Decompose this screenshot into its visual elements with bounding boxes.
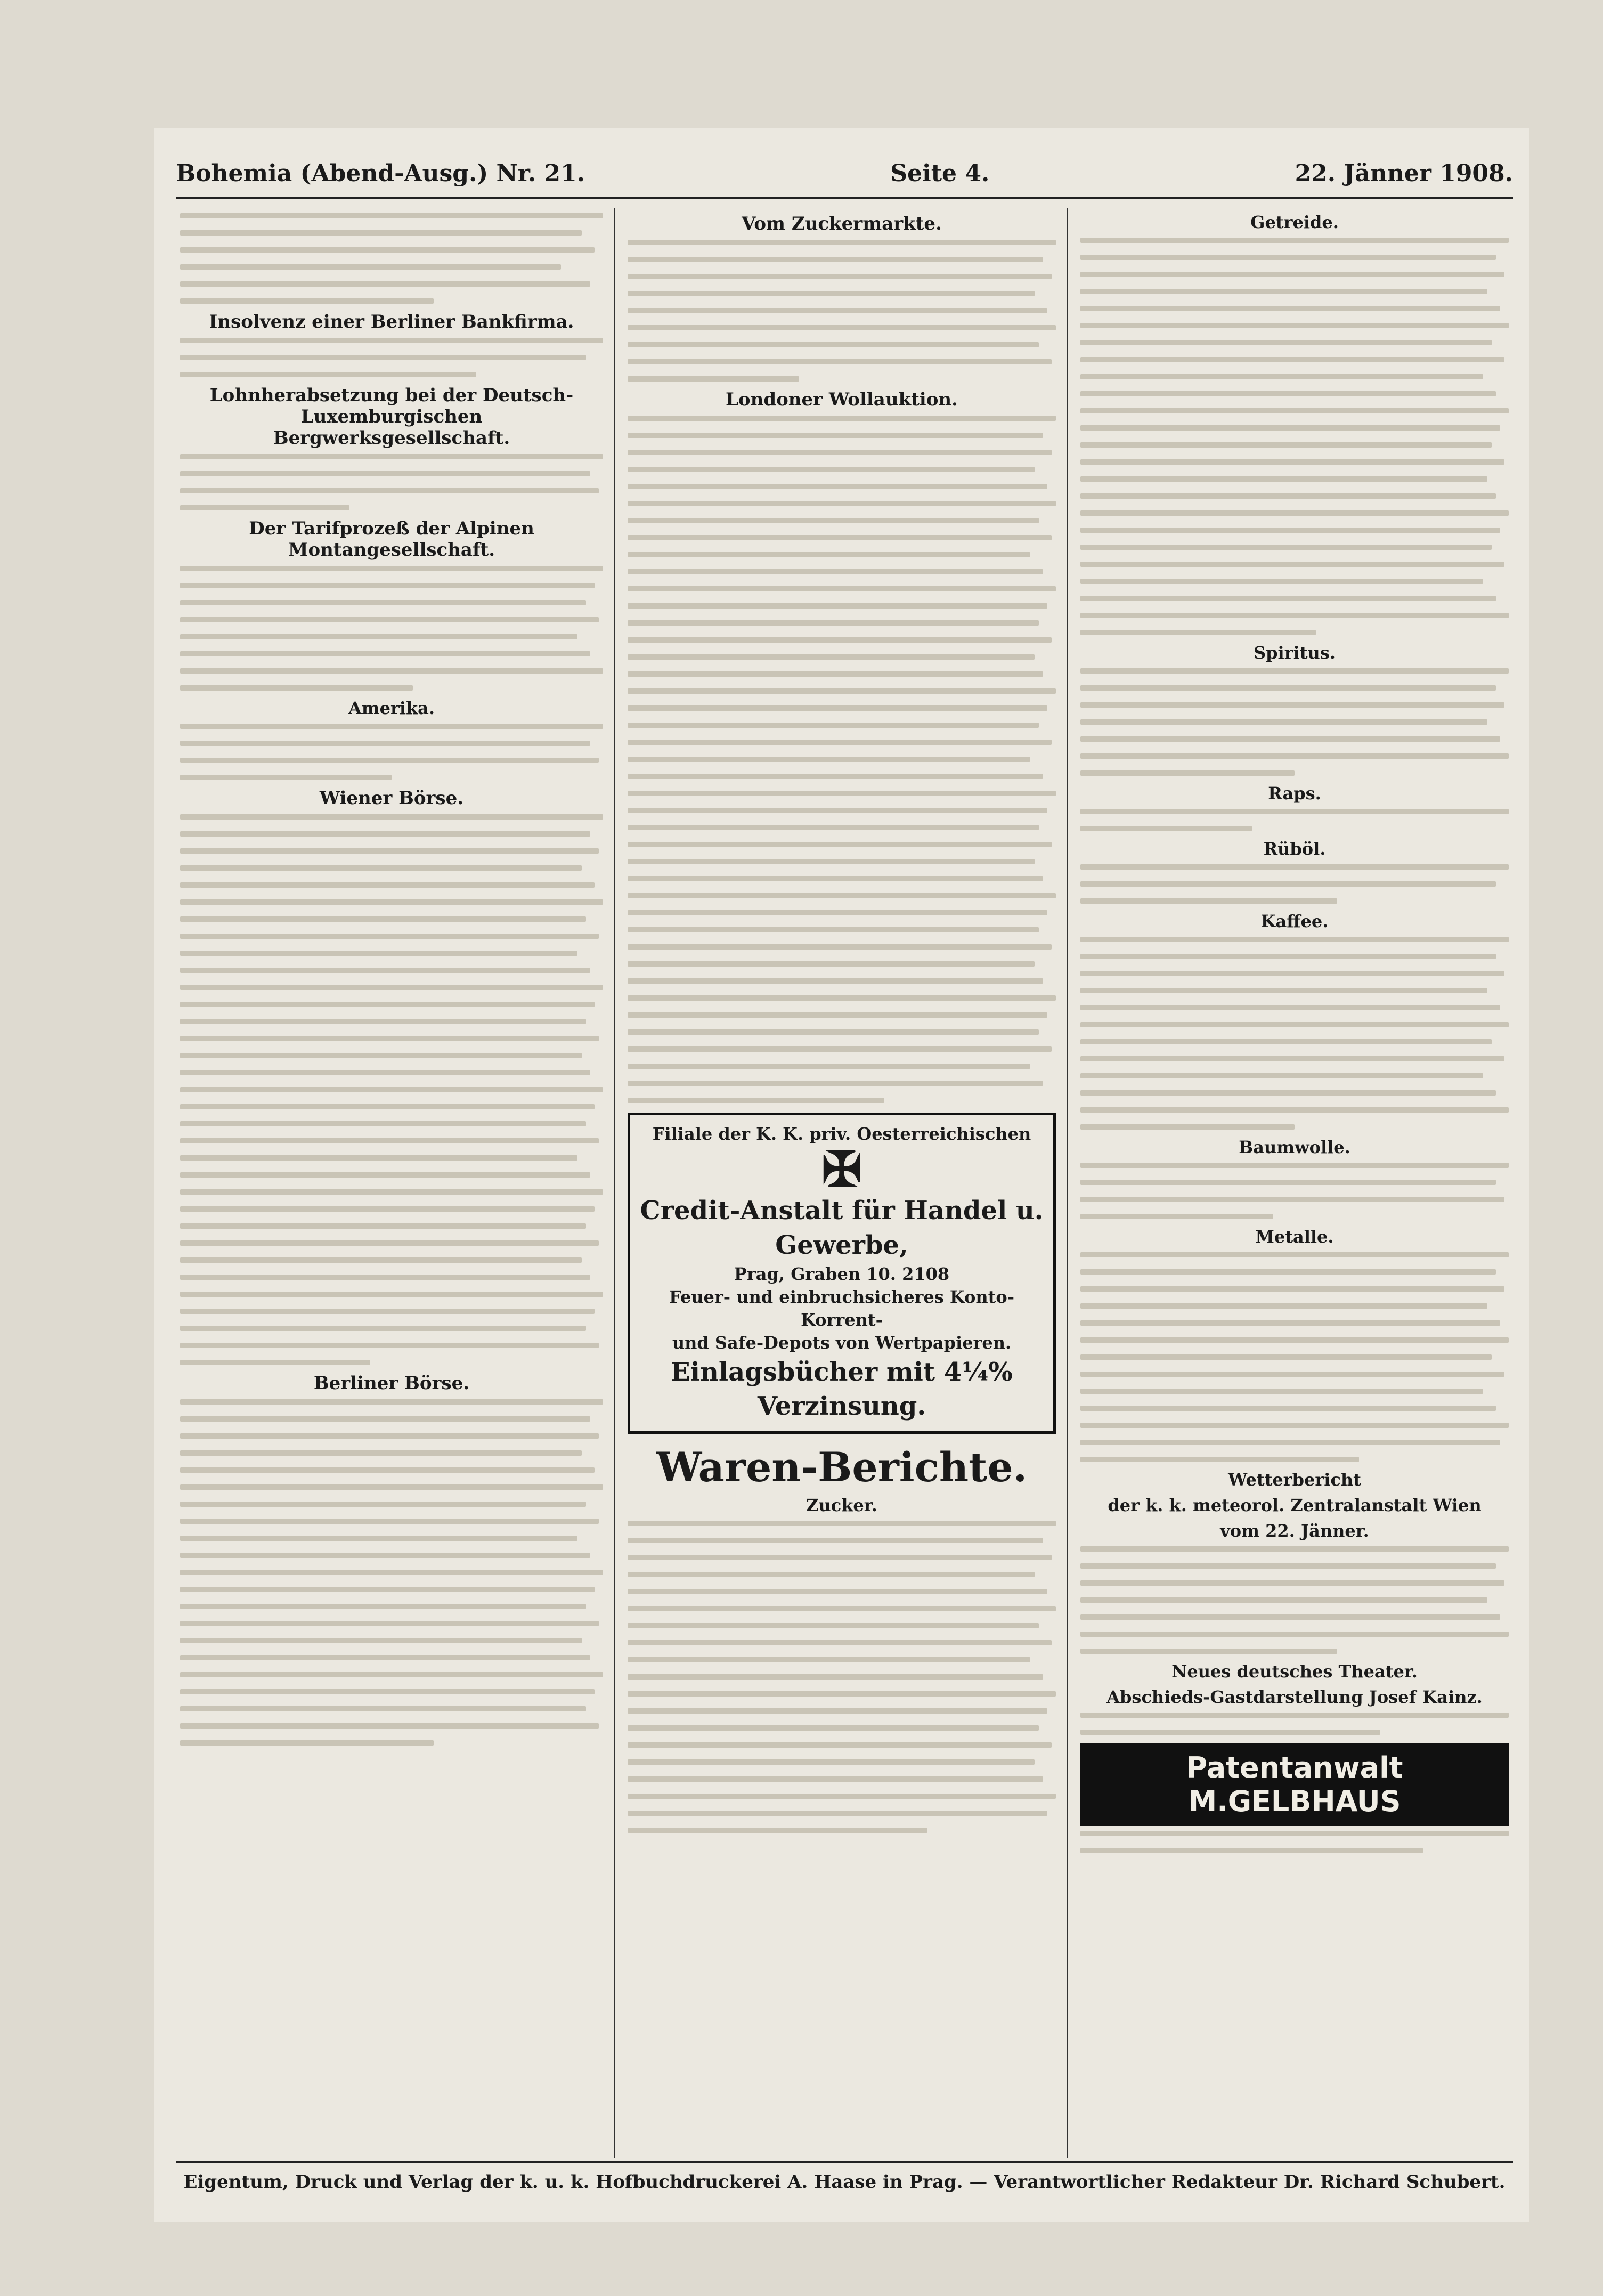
section-heading: Spiritus. <box>1254 643 1336 663</box>
section-heading: Wiener Börse. <box>319 788 464 809</box>
column-divider <box>1067 208 1068 2158</box>
page-header <box>176 149 1513 199</box>
section-heading: Baumwolle. <box>1239 1137 1350 1157</box>
article-text-placeholder <box>1080 937 1509 1130</box>
column-right <box>1071 208 1518 2158</box>
theater-line: Abschieds-Gastdarstellung Josef Kainz. <box>1106 1687 1483 1707</box>
article-text-placeholder <box>628 416 1056 1103</box>
column-middle <box>618 208 1065 2158</box>
section-heading: Vom Zuckermarkte. <box>742 213 942 234</box>
article-text-placeholder <box>1080 1163 1509 1219</box>
article-text-placeholder <box>1080 1252 1509 1462</box>
weather-title: Wetterbericht <box>1228 1470 1361 1490</box>
article-text-placeholder <box>180 566 603 691</box>
section-heading: Londoner Wollauktion. <box>726 389 958 410</box>
ad-line: Einlagsbücher mit 4¼% Verzinsung. <box>671 1357 1013 1422</box>
newspaper-page <box>154 128 1529 2222</box>
patent-advertisement: Patentanwalt M.GELBHAUS <box>1080 1743 1509 1826</box>
ad-line: Credit-Anstalt für Handel u. Gewerbe, <box>640 1196 1044 1260</box>
section-heading: Lohnherabsetzung bei der Deutsch-Luxemburgischen Bergwerksgesellschaft. <box>209 385 574 449</box>
article-text-placeholder <box>1080 864 1509 904</box>
advertisement-credit-anstalt <box>628 1113 1056 1434</box>
waren-berichte-title: Waren-Berichte. <box>656 1443 1028 1491</box>
eagle-emblem-icon: ✠ <box>821 1141 862 1198</box>
section-heading: Kaffee. <box>1260 911 1329 931</box>
article-text-placeholder <box>180 814 603 1365</box>
ad-line: Filiale der K. K. priv. Oesterreichischen <box>652 1124 1031 1144</box>
section-heading: Berliner Börse. <box>313 1373 470 1394</box>
article-text-placeholder <box>180 213 603 304</box>
column-left <box>170 208 613 2158</box>
article-text-placeholder <box>1080 1831 1509 1853</box>
section-heading: Getreide. <box>1250 212 1339 232</box>
section-heading: Rüböl. <box>1263 839 1326 859</box>
ad-line: Feuer- und einbruchsicheres Konto-Korrent- <box>669 1286 1015 1330</box>
theater-title: Neues deutsches Theater. <box>1171 1661 1418 1682</box>
article-text-placeholder <box>1080 1713 1509 1735</box>
masthead: Bohemia (Abend-Ausg.) Nr. 21. <box>176 159 585 187</box>
ad-address: Prag, Graben 10. <box>734 1263 896 1284</box>
article-text-placeholder <box>1080 809 1509 831</box>
issue-date: 22. Jänner 1908. <box>1295 159 1513 187</box>
article-text-placeholder <box>1080 1546 1509 1654</box>
article-text-placeholder <box>180 724 603 780</box>
section-heading: Zucker. <box>806 1495 877 1516</box>
section-heading: Der Tarifprozeß der Alpinen Montangesellschaft. <box>249 518 534 561</box>
page-number: Seite 4. <box>890 159 990 187</box>
article-text-placeholder <box>1080 668 1509 776</box>
article-text-placeholder <box>180 338 603 377</box>
article-text-placeholder <box>180 1399 603 1746</box>
ad-line <box>638 1263 1046 1286</box>
section-heading: Metalle. <box>1255 1227 1334 1247</box>
column-divider <box>614 208 615 2158</box>
weather-subtitle: der k. k. meteorol. Zentralanstalt Wien <box>1108 1495 1482 1515</box>
section-heading: Amerika. <box>348 698 435 718</box>
article-text-placeholder <box>628 240 1056 382</box>
article-text-placeholder <box>180 454 603 510</box>
section-heading: Raps. <box>1268 783 1321 804</box>
article-text-placeholder <box>628 1521 1056 1833</box>
section-heading: Insolvenz einer Berliner Bankfirma. <box>209 311 574 332</box>
article-text-placeholder <box>1080 238 1509 635</box>
ad-line: und Safe-Depots von Wertpapieren. <box>672 1333 1012 1353</box>
ad-phone: 2108 <box>902 1263 950 1284</box>
weather-date: vom 22. Jänner. <box>1220 1521 1369 1541</box>
imprint: Eigentum, Druck und Verlag der k. u. k. Hofbuchdruckerei A. Haase in Prag. — Verantwortlicher Redakteur Dr. Richard Schubert. <box>183 2171 1506 2193</box>
page-footer <box>176 2161 1513 2201</box>
